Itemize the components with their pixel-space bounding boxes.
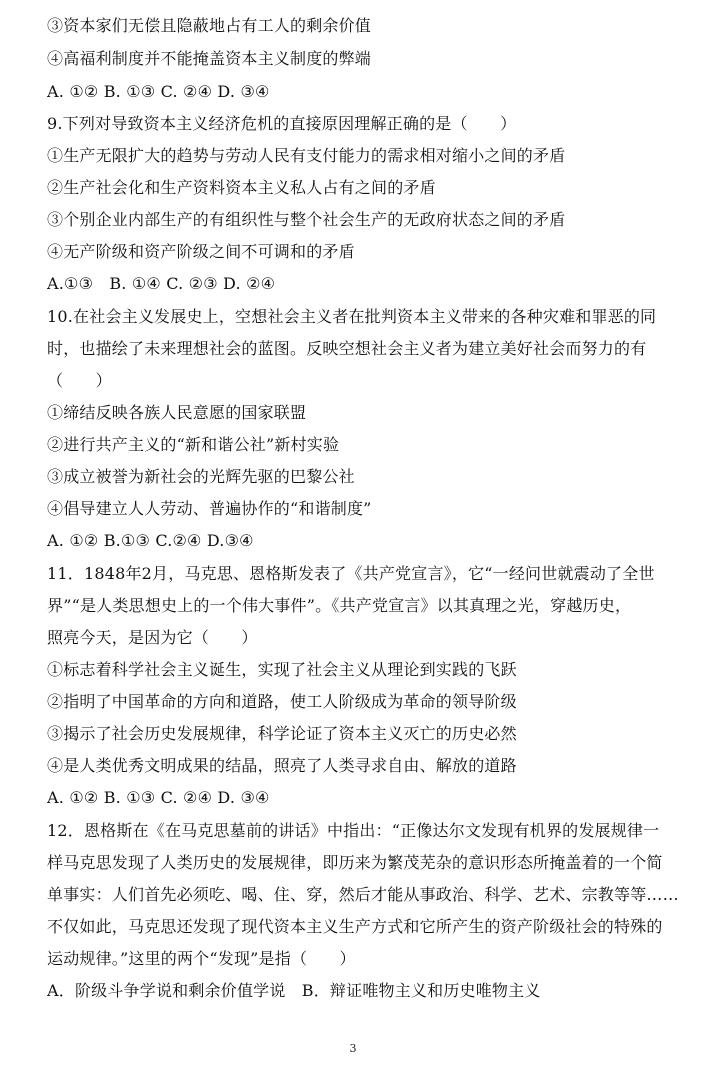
- option-line: ④是人类优秀文明成果的结晶，照亮了人类寻求自由、解放的道路: [47, 756, 517, 775]
- question-12-continued: 运动规律。”这里的两个“发现”是指（ ）: [47, 949, 356, 968]
- option-line: ④倡导建立人人劳动、普遍协作的“和谐制度”: [47, 499, 372, 518]
- option-line: ④无产阶级和资产阶级之间不可调和的矛盾: [47, 242, 355, 261]
- option-line: ②进行共产主义的“新和谐公社”新村实验: [47, 435, 340, 454]
- question-11-continued: 界”“是人类思想史上的一个伟大事件”。《共产党宣言》以其真理之光，穿越历史，: [47, 596, 632, 615]
- question-10-continued: 时，也描绘了未来理想社会的蓝图。反映空想社会主义者为建立美好社会而努力的有: [47, 339, 647, 358]
- option-line: ③揭示了社会历史发展规律，科学论证了资本主义灭亡的历史必然: [47, 724, 517, 743]
- answer-choices: A. ①② B. ①③ C. ②④ D. ③④: [47, 82, 270, 101]
- answer-choices: A. ①② B. ①③ C. ②④ D. ③④: [47, 788, 270, 807]
- answer-choices: A．阶级斗争学说和剩余价值学说 B．辩证唯物主义和历史唯物主义: [47, 981, 541, 1000]
- question-12-continued: 单事实：人们首先必须吃、喝、住、穿，然后才能从事政治、科学、艺术、宗教等等……: [47, 885, 679, 904]
- page-number: 3: [349, 1042, 357, 1055]
- option-line: ②指明了中国革命的方向和道路，使工人阶级成为革命的领导阶级: [47, 692, 517, 711]
- option-line: ③成立被誉为新社会的光辉先驱的巴黎公社: [47, 467, 355, 486]
- option-line: ③个别企业内部生产的有组织性与整个社会生产的无政府状态之间的矛盾: [47, 210, 566, 229]
- option-line: ①标志着科学社会主义诞生，实现了社会主义从理论到实践的飞跃: [47, 660, 517, 679]
- answer-blank: （ ）: [47, 371, 112, 390]
- question-11: 11．1848年2月，马克思、恩格斯发表了《共产党宣言》，它“一经问世就震动了全世: [47, 564, 655, 583]
- question-12-continued: 样马克思发现了人类历史的发展规律，即历来为繁茂芜杂的意识形态所掩盖着的一个简: [47, 853, 663, 872]
- question-11-continued: 照亮今天，是因为它（ ）: [47, 628, 258, 647]
- question-12-continued: 不仅如此，马克思还发现了现代资本主义生产方式和它所产生的资产阶级社会的特殊的: [47, 917, 663, 936]
- answer-choices: A.①③ B. ①④ C. ②③ D. ②④: [47, 274, 276, 293]
- option-line: ④高福利制度并不能掩盖资本主义制度的弊端: [47, 49, 372, 68]
- option-line: ②生产社会化和生产资料资本主义私人占有之间的矛盾: [47, 178, 436, 197]
- option-line: ③资本家们无偿且隐蔽地占有工人的剩余价值: [47, 16, 372, 35]
- question-9: 9.下列对导致资本主义经济危机的直接原因理解正确的是（ ）: [47, 114, 517, 133]
- question-12: 12．恩格斯在《在马克思墓前的讲话》中指出：“正像达尔文发现有机界的发展规律一: [47, 821, 660, 840]
- question-10: 10.在社会主义发展史上，空想社会主义者在批判资本主义带来的各种灾难和罪恶的同: [47, 307, 657, 326]
- option-line: ①缔结反映各族人民意愿的国家联盟: [47, 403, 307, 422]
- option-line: ①生产无限扩大的趋势与劳动人民有支付能力的需求相对缩小之间的矛盾: [47, 146, 566, 165]
- answer-choices: A. ①② B.①③ C.②④ D.③④: [47, 531, 254, 550]
